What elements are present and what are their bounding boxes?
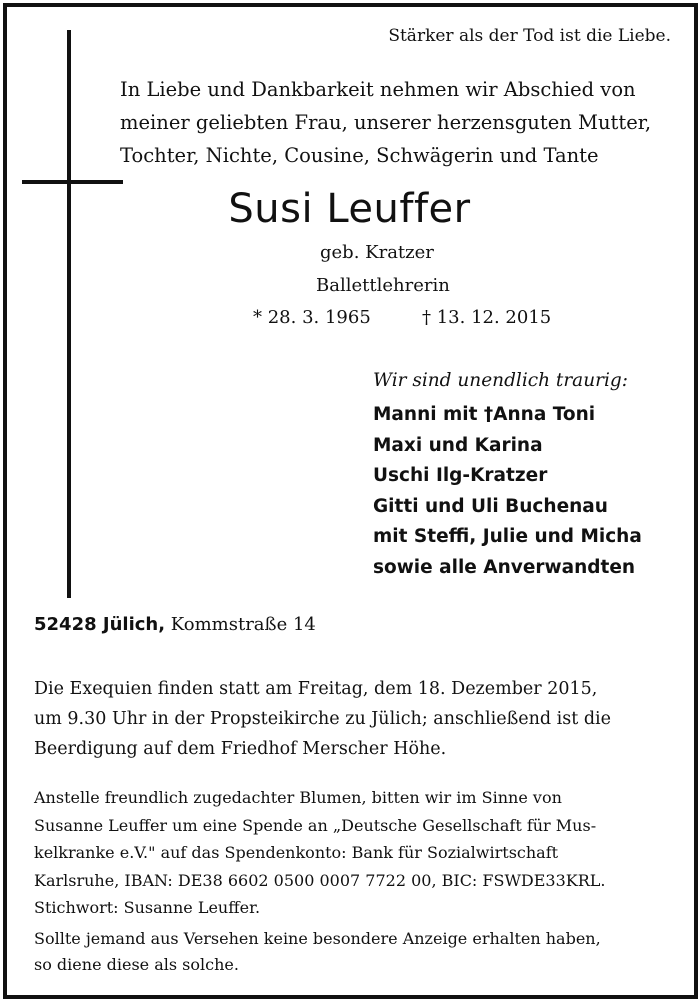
profession: Ballettlehrerin <box>316 275 450 296</box>
funeral-line: um 9.30 Uhr in der Propsteikirche zu Jülich; anschließend ist die <box>34 709 612 729</box>
address <box>34 614 316 635</box>
notice-line: so diene diese als solche. <box>34 955 239 974</box>
funeral-info <box>34 674 611 764</box>
intro-line: Tochter, Nichte, Cousine, Schwägerin und Tante <box>120 144 599 167</box>
donation-line: kelkranke e.V." auf das Spendenkonto: Bank für Sozialwirtschaft <box>34 843 559 862</box>
maiden-name: geb. Kratzer <box>320 242 434 263</box>
mourner-line: mit Steffi, Julie und Micha <box>373 526 642 547</box>
mourners-heading: Wir sind unendlich traurig: <box>373 370 628 391</box>
notice-info <box>34 926 601 978</box>
intro-line: meiner geliebten Frau, unserer herzensguten Mutter, <box>120 111 652 134</box>
funeral-line: Beerdigung auf dem Friedhof Merscher Höhe. <box>34 739 447 759</box>
intro-text <box>120 73 651 172</box>
birth-date: * 28. 3. 1965 <box>253 307 371 328</box>
mourner-line: Uschi Ilg-Kratzer <box>373 465 548 486</box>
donation-line: Stichwort: Susanne Leuffer. <box>34 898 261 917</box>
cross-horizontal-beam <box>22 180 123 184</box>
address-city: 52428 Jülich, <box>34 614 166 635</box>
death-date: † 13. 12. 2015 <box>422 307 552 328</box>
funeral-line: Die Exequien finden statt am Freitag, dem 18. Dezember 2015, <box>34 679 598 699</box>
mourner-line: Maxi und Karina <box>373 434 543 456</box>
mourners-list <box>373 400 642 583</box>
donation-line: Susanne Leuffer um eine Spende an „Deutsche Gesellschaft für Mus- <box>34 815 597 835</box>
cross-vertical-beam <box>67 30 71 598</box>
donation-info <box>34 784 606 922</box>
address-street: Kommstraße 14 <box>170 614 316 635</box>
notice-line: Sollte jemand aus Versehen keine besondere Anzeige erhalten haben, <box>34 929 601 948</box>
mourner-line: Manni mit †Anna Toni <box>373 404 596 425</box>
mourner-line: sowie alle Anverwandten <box>373 556 636 578</box>
donation-line: Anstelle freundlich zugedachter Blumen, bitten wir im Sinne von <box>34 788 562 807</box>
motto: Stärker als der Tod ist die Liebe. <box>388 26 671 46</box>
mourner-line: Gitti und Uli Buchenau <box>373 495 608 517</box>
deceased-name: Susi Leuffer <box>228 186 471 232</box>
intro-line: In Liebe und Dankbarkeit nehmen wir Abschied von <box>120 78 636 101</box>
donation-line: Karlsruhe, IBAN: DE38 6602 0500 0007 7722 00, BIC: FSWDE33KRL. <box>34 870 606 890</box>
